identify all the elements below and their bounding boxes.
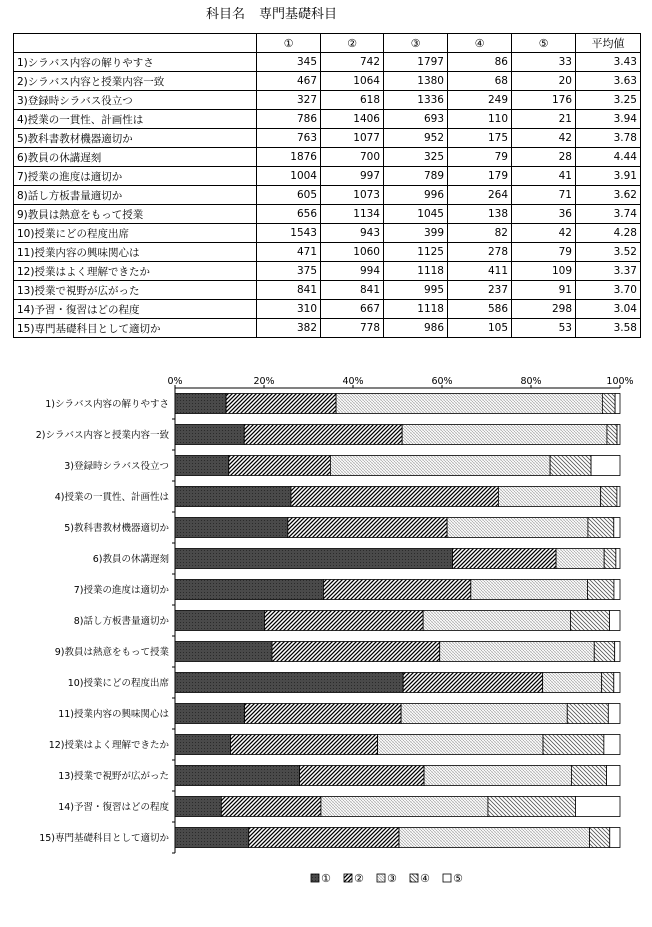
bar-segment	[588, 518, 614, 538]
bar-segment	[336, 394, 602, 414]
stats-table	[13, 33, 641, 338]
value-cell: 605	[257, 186, 321, 205]
row-label-cell: 8)話し方板書量適切か	[14, 186, 257, 205]
value-cell: 327	[257, 91, 321, 110]
value-cell: 345	[257, 53, 321, 72]
value-cell: 656	[257, 205, 321, 224]
value-cell: 42	[512, 129, 576, 148]
column-header: ②	[321, 34, 384, 53]
value-cell: 3.52	[576, 243, 641, 262]
value-cell: 3.94	[576, 110, 641, 129]
legend-swatch	[311, 874, 319, 882]
bar-segment	[591, 456, 620, 476]
table-row	[14, 224, 641, 243]
bar-segment	[423, 611, 570, 631]
row-label-cell: 11)授業内容の興味関心は	[14, 243, 257, 262]
bar-segment	[175, 828, 249, 848]
row-label-cell: 7)授業の進度は適切か	[14, 167, 257, 186]
category-label: 5)教科書教材機器適切か	[64, 523, 169, 534]
value-cell: 693	[384, 110, 448, 129]
bar-segment	[616, 549, 620, 569]
row-label-cell: 15)専門基礎科目として適切か	[14, 319, 257, 338]
value-cell: 3.37	[576, 262, 641, 281]
bar-segment	[399, 828, 589, 848]
value-cell: 86	[448, 53, 512, 72]
bar-segment	[403, 673, 542, 693]
bar-segment	[615, 394, 620, 414]
bar-segment	[175, 394, 226, 414]
legend-label: ④	[420, 872, 430, 885]
column-header	[14, 34, 257, 53]
value-cell: 41	[512, 167, 576, 186]
table-row	[14, 53, 641, 72]
stacked-bar-chart	[0, 370, 652, 927]
value-cell: 994	[321, 262, 384, 281]
row-label-cell: 4)授業の一貫性、計画性は	[14, 110, 257, 129]
value-cell: 1118	[384, 262, 448, 281]
bar-segment	[244, 425, 402, 445]
bar-segment	[264, 611, 423, 631]
table-header-row	[14, 34, 641, 53]
value-cell: 763	[257, 129, 321, 148]
bar-segment	[601, 487, 617, 507]
row-label-cell: 9)教員は熱意をもって授業	[14, 205, 257, 224]
value-cell: 1380	[384, 72, 448, 91]
value-cell: 1797	[384, 53, 448, 72]
row-label-cell: 1)シラバス内容の解りやすさ	[14, 53, 257, 72]
bar-segment	[175, 611, 264, 631]
bar-segment	[175, 580, 323, 600]
bar-segment	[229, 456, 331, 476]
bar-segment	[378, 735, 543, 755]
bar-segment	[175, 549, 453, 569]
bar-segment	[498, 487, 600, 507]
value-cell: 33	[512, 53, 576, 72]
category-label: 1)シラバス内容の解りやすさ	[45, 399, 169, 410]
category-label: 9)教員は熱意をもって授業	[54, 647, 169, 658]
bar-segment	[175, 518, 288, 538]
x-tick-label: 20%	[253, 376, 275, 387]
bar-segment	[175, 735, 231, 755]
bar-segment	[614, 518, 620, 538]
bar-segment	[602, 673, 614, 693]
bar-segment	[594, 642, 614, 662]
bar-segment	[604, 735, 620, 755]
category-label: 13)授業で視野が広がった	[58, 771, 169, 782]
value-cell: 471	[257, 243, 321, 262]
category-label: 14)予習・復習はどの程度	[58, 802, 169, 813]
value-cell: 109	[512, 262, 576, 281]
column-header: ⑤	[512, 34, 576, 53]
bar-segment	[231, 735, 378, 755]
row-label-cell: 13)授業で視野が広がった	[14, 281, 257, 300]
category-label: 6)教員の休講遅刻	[92, 554, 169, 565]
x-tick-label: 80%	[520, 376, 542, 387]
value-cell: 237	[448, 281, 512, 300]
value-cell: 1876	[257, 148, 321, 167]
bar-segment	[617, 487, 620, 507]
value-cell: 996	[384, 186, 448, 205]
row-label-cell: 3)登録時シラバス役立つ	[14, 91, 257, 110]
value-cell: 264	[448, 186, 512, 205]
value-cell: 1077	[321, 129, 384, 148]
value-cell: 105	[448, 319, 512, 338]
bar-segment	[447, 518, 588, 538]
bar-segment	[321, 797, 488, 817]
bar-segment	[175, 797, 221, 817]
value-cell: 3.43	[576, 53, 641, 72]
value-cell: 79	[512, 243, 576, 262]
value-cell: 79	[448, 148, 512, 167]
table-row	[14, 167, 641, 186]
bar-segment	[488, 797, 576, 817]
value-cell: 1125	[384, 243, 448, 262]
bar-segment	[221, 797, 321, 817]
value-cell: 310	[257, 300, 321, 319]
bar-segment	[556, 549, 604, 569]
table-row	[14, 300, 641, 319]
bar-segment	[550, 456, 591, 476]
table-row	[14, 110, 641, 129]
value-cell: 82	[448, 224, 512, 243]
value-cell: 1004	[257, 167, 321, 186]
table-row	[14, 129, 641, 148]
bar-segment	[175, 673, 403, 693]
legend-label: ③	[387, 872, 397, 885]
bar-segment	[614, 673, 620, 693]
x-tick-label: 100%	[606, 376, 634, 387]
value-cell: 68	[448, 72, 512, 91]
value-cell: 1064	[321, 72, 384, 91]
bar-segment	[249, 828, 399, 848]
value-cell: 21	[512, 110, 576, 129]
table-row	[14, 91, 641, 110]
bar-segment	[175, 704, 245, 724]
subject-title	[206, 3, 337, 22]
value-cell: 42	[512, 224, 576, 243]
table-row	[14, 262, 641, 281]
value-cell: 1045	[384, 205, 448, 224]
value-cell: 789	[384, 167, 448, 186]
legend-swatch	[410, 874, 418, 882]
value-cell: 467	[257, 72, 321, 91]
bar-segment	[589, 828, 609, 848]
value-cell: 3.62	[576, 186, 641, 205]
legend-swatch	[377, 874, 385, 882]
x-tick-label: 0%	[167, 376, 183, 387]
row-label-cell: 10)授業にどの程度出席	[14, 224, 257, 243]
value-cell: 1060	[321, 243, 384, 262]
bar-segment	[607, 766, 620, 786]
value-cell: 1336	[384, 91, 448, 110]
table-row	[14, 281, 641, 300]
value-cell: 995	[384, 281, 448, 300]
row-label-cell: 14)予習・復習はどの程度	[14, 300, 257, 319]
value-cell: 176	[512, 91, 576, 110]
bar-segment	[543, 673, 602, 693]
legend-label: ①	[321, 872, 331, 885]
value-cell: 1118	[384, 300, 448, 319]
bar-segment	[610, 611, 621, 631]
value-cell: 1073	[321, 186, 384, 205]
value-cell: 399	[384, 224, 448, 243]
value-cell: 952	[384, 129, 448, 148]
bar-segment	[575, 797, 620, 817]
value-cell: 3.58	[576, 319, 641, 338]
bar-segment	[175, 487, 291, 507]
bar-segment	[272, 642, 440, 662]
value-cell: 249	[448, 91, 512, 110]
bar-segment	[543, 735, 604, 755]
bar-segment	[175, 642, 272, 662]
value-cell: 786	[257, 110, 321, 129]
table-row	[14, 72, 641, 91]
column-header: ④	[448, 34, 512, 53]
bar-segment	[570, 611, 609, 631]
value-cell: 618	[321, 91, 384, 110]
bar-segment	[288, 518, 447, 538]
row-label-cell: 12)授業はよく理解できたか	[14, 262, 257, 281]
bar-segment	[226, 394, 336, 414]
bar-segment	[291, 487, 498, 507]
value-cell: 175	[448, 129, 512, 148]
category-label: 10)授業にどの程度出席	[67, 678, 169, 689]
bar-segment	[567, 704, 608, 724]
bar-segment	[614, 580, 620, 600]
value-cell: 4.28	[576, 224, 641, 243]
value-cell: 91	[512, 281, 576, 300]
value-cell: 1543	[257, 224, 321, 243]
value-cell: 179	[448, 167, 512, 186]
column-header: ③	[384, 34, 448, 53]
bar-segment	[175, 766, 300, 786]
value-cell: 375	[257, 262, 321, 281]
value-cell: 28	[512, 148, 576, 167]
value-cell: 986	[384, 319, 448, 338]
legend-swatch	[443, 874, 451, 882]
value-cell: 943	[321, 224, 384, 243]
value-cell: 841	[321, 281, 384, 300]
value-cell: 667	[321, 300, 384, 319]
bar-segment	[615, 642, 620, 662]
value-cell: 71	[512, 186, 576, 205]
table-row	[14, 319, 641, 338]
value-cell: 278	[448, 243, 512, 262]
value-cell: 1406	[321, 110, 384, 129]
value-cell: 138	[448, 205, 512, 224]
value-cell: 1134	[321, 205, 384, 224]
value-cell: 411	[448, 262, 512, 281]
category-label: 15)専門基礎科目として適切か	[39, 833, 169, 844]
value-cell: 20	[512, 72, 576, 91]
table-row	[14, 186, 641, 205]
row-label-cell: 2)シラバス内容と授業内容一致	[14, 72, 257, 91]
bar-segment	[402, 425, 607, 445]
bar-segment	[604, 549, 616, 569]
value-cell: 3.74	[576, 205, 641, 224]
category-label: 7)授業の進度は適切か	[73, 585, 169, 596]
value-cell: 36	[512, 205, 576, 224]
value-cell: 53	[512, 319, 576, 338]
bar-segment	[424, 766, 571, 786]
bar-segment	[571, 766, 606, 786]
x-tick-label: 60%	[431, 376, 453, 387]
value-cell: 325	[384, 148, 448, 167]
table-row	[14, 243, 641, 262]
bar-segment	[300, 766, 425, 786]
value-cell: 997	[321, 167, 384, 186]
value-cell: 742	[321, 53, 384, 72]
bar-segment	[323, 580, 470, 600]
row-label-cell: 5)教科書教材機器適切か	[14, 129, 257, 148]
value-cell: 3.63	[576, 72, 641, 91]
category-label: 2)シラバス内容と授業内容一致	[35, 430, 169, 441]
value-cell: 841	[257, 281, 321, 300]
value-cell: 3.70	[576, 281, 641, 300]
table-row	[14, 148, 641, 167]
bar-segment	[617, 425, 620, 445]
value-cell: 3.91	[576, 167, 641, 186]
value-cell: 298	[512, 300, 576, 319]
legend-label: ⑤	[453, 872, 463, 885]
subject-label: 科目名	[206, 7, 246, 22]
value-cell: 778	[321, 319, 384, 338]
column-header: 平均値	[576, 34, 641, 53]
bar-segment	[607, 425, 617, 445]
value-cell: 3.25	[576, 91, 641, 110]
category-label: 11)授業内容の興味関心は	[58, 709, 169, 720]
value-cell: 700	[321, 148, 384, 167]
bar-segment	[330, 456, 550, 476]
bar-segment	[453, 549, 557, 569]
category-label: 12)授業はよく理解できたか	[48, 740, 169, 751]
bar-segment	[175, 425, 244, 445]
bar-segment	[440, 642, 595, 662]
bar-segment	[608, 704, 620, 724]
category-label: 4)授業の一貫性、計画性は	[54, 492, 169, 503]
value-cell: 3.04	[576, 300, 641, 319]
category-label: 8)話し方板書量適切か	[73, 616, 169, 627]
value-cell: 586	[448, 300, 512, 319]
legend-swatch	[344, 874, 352, 882]
table-row	[14, 205, 641, 224]
value-cell: 3.78	[576, 129, 641, 148]
column-header: ①	[257, 34, 321, 53]
legend-label: ②	[354, 872, 364, 885]
category-label: 3)登録時シラバス役立つ	[64, 461, 169, 472]
x-tick-label: 40%	[342, 376, 364, 387]
bar-segment	[175, 456, 229, 476]
value-cell: 382	[257, 319, 321, 338]
row-label-cell: 6)教員の休講遅刻	[14, 148, 257, 167]
bar-segment	[471, 580, 588, 600]
value-cell: 4.44	[576, 148, 641, 167]
value-cell: 110	[448, 110, 512, 129]
bar-segment	[587, 580, 613, 600]
subject-name: 専門基礎科目	[259, 7, 338, 22]
bar-segment	[602, 394, 615, 414]
bar-segment	[401, 704, 567, 724]
bar-segment	[245, 704, 402, 724]
bar-segment	[610, 828, 620, 848]
